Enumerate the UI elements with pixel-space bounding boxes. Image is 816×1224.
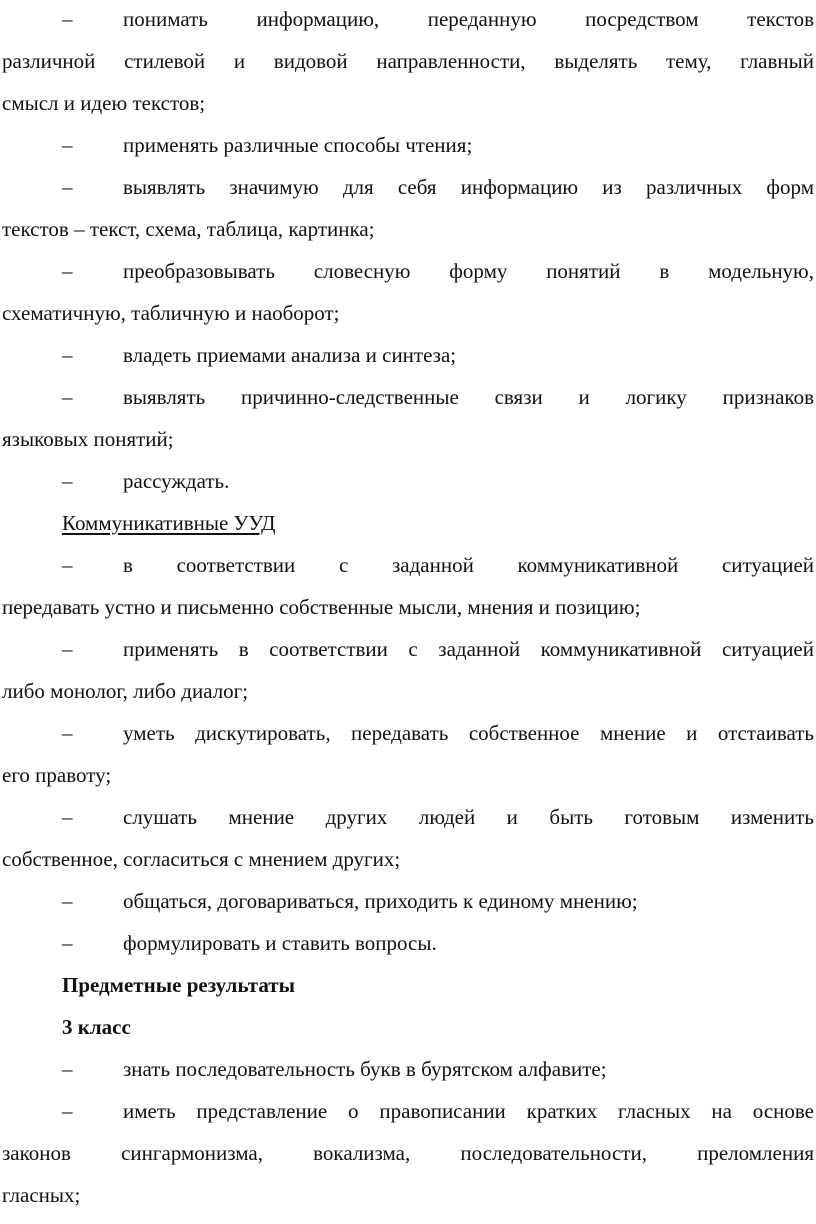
list-item-text: применять в соответствии с заданной коммуникативной ситуацией [123, 637, 814, 661]
list-item-continuation [0, 82, 816, 124]
list-item [0, 460, 816, 502]
bullet-dash: – [62, 1099, 73, 1123]
list-item [0, 628, 816, 670]
list-item [0, 0, 816, 40]
list-item [0, 124, 816, 166]
list-item [0, 1048, 816, 1090]
bullet-dash: – [62, 175, 73, 199]
communicative-heading: Коммуникативные УУД [62, 511, 276, 535]
list-item [0, 712, 816, 754]
list-item-continuation [0, 838, 816, 880]
list-item [0, 166, 816, 208]
list-item-continuation [0, 754, 816, 796]
list-item-continuation [0, 1132, 816, 1174]
list-item-continuation [0, 1174, 816, 1216]
list-item-text: уметь дискутировать, передавать собственное мнение и отстаивать [123, 721, 814, 745]
list-item-continuation [0, 586, 816, 628]
bullet-dash: – [62, 553, 73, 577]
list-item-continuation [0, 208, 816, 250]
list-item-text: владеть приемами анализа и синтеза; [123, 343, 457, 367]
list-item [0, 880, 816, 922]
bullet-dash: – [62, 931, 73, 955]
list-item-text: языковых понятий; [2, 427, 174, 451]
subject-results-heading: Предметные результаты [62, 973, 295, 997]
bullet-dash: – [62, 259, 73, 283]
bullet-dash: – [62, 1057, 73, 1081]
list-item-text: текстов – текст, схема, таблица, картинка; [2, 217, 375, 241]
bullet-dash: – [62, 343, 73, 367]
list-item-text: общаться, договариваться, приходить к единому мнению; [123, 889, 638, 913]
list-item-text: иметь представление о правописании кратких гласных на основе [123, 1099, 814, 1123]
list-item-text: его правоту; [2, 763, 112, 787]
list-item-text: смысл и идею текстов; [2, 91, 206, 115]
bullet-dash: – [62, 133, 73, 157]
list-item-text: понимать информацию, переданную посредством текстов [123, 7, 814, 31]
list-item-continuation [0, 670, 816, 712]
list-item [0, 796, 816, 838]
list-item-text: применять различные способы чтения; [123, 133, 473, 157]
bullet-dash: – [62, 385, 73, 409]
list-item-text: схематичную, табличную и наоборот; [2, 301, 340, 325]
list-item-text: знать последовательность букв в бурятском алфавите; [123, 1057, 607, 1081]
list-item-continuation [0, 418, 816, 460]
list-item-text: рассуждать. [123, 469, 230, 493]
bullet-dash: – [62, 469, 73, 493]
bullet-dash: – [62, 805, 73, 829]
bullet-dash: – [62, 889, 73, 913]
list-item-text: собственное, согласиться с мнением других; [2, 847, 401, 871]
section-heading [0, 502, 816, 544]
list-item [0, 376, 816, 418]
list-item [0, 250, 816, 292]
list-item-text: выявлять причинно-следственные связи и логику признаков [123, 385, 814, 409]
list-item-text: гласных; [2, 1183, 81, 1207]
list-item [0, 544, 816, 586]
list-item-text: слушать мнение других людей и быть готовым изменить [123, 805, 814, 829]
list-item-text: преобразовывать словесную форму понятий в модельную, [123, 259, 814, 283]
subsection-heading [0, 1006, 816, 1048]
list-item-text: выявлять значимую для себя информацию из различных форм [123, 175, 814, 199]
list-item-text: формулировать и ставить вопросы. [123, 931, 437, 955]
bullet-dash: – [62, 637, 73, 661]
list-item-text: передавать устно и письменно собственные мысли, мнения и позицию; [2, 595, 641, 619]
list-item-text: либо монолог, либо диалог; [2, 679, 249, 703]
list-item [0, 1090, 816, 1132]
list-item-text: различной стилевой и видовой направленности, выделять тему, главный [2, 49, 814, 73]
list-item [0, 922, 816, 964]
list-item-text: в соответствии с заданной коммуникативной ситуацией [123, 553, 814, 577]
section-heading [0, 964, 816, 1006]
grade-heading: 3 класс [62, 1015, 131, 1039]
list-item-continuation [0, 40, 816, 82]
bullet-dash: – [62, 7, 73, 31]
list-item-text: законов сингармонизма, вокализма, последовательности, преломления [2, 1141, 814, 1165]
list-item-continuation [0, 292, 816, 334]
list-item [0, 334, 816, 376]
bullet-dash: – [62, 721, 73, 745]
